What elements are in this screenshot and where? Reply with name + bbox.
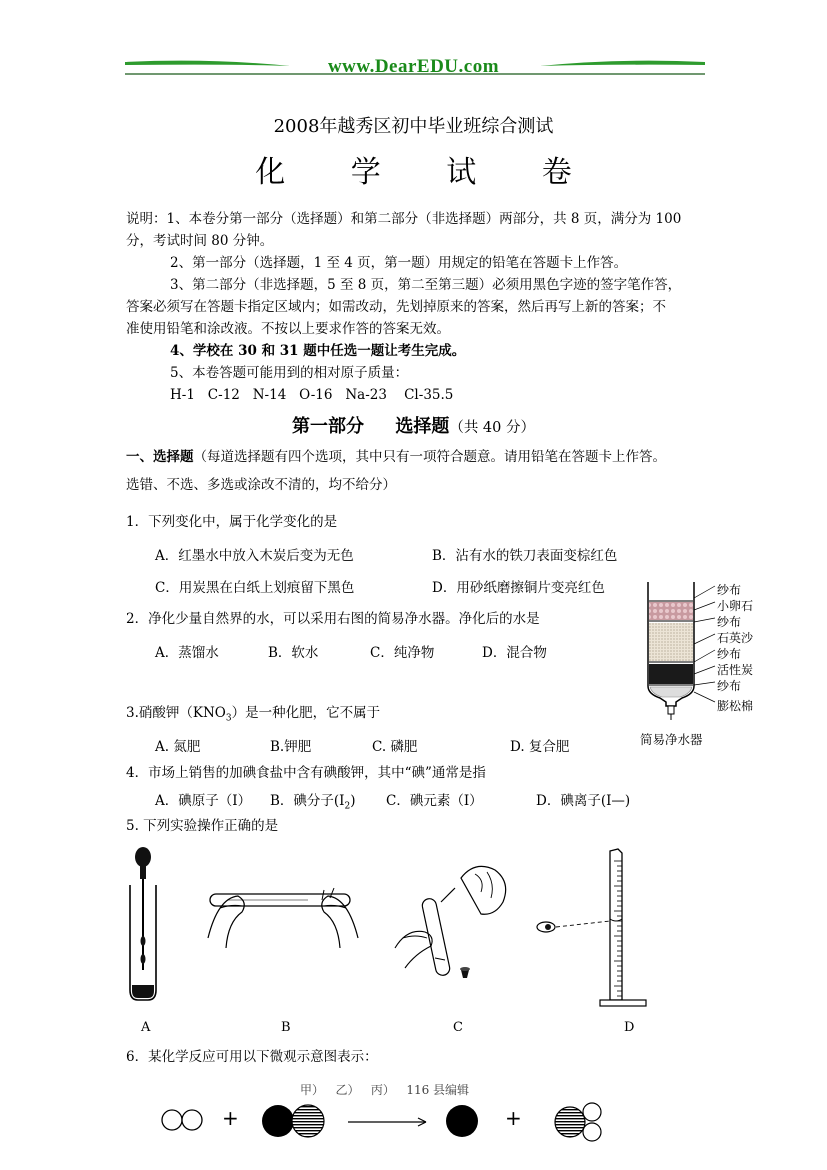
q4-option-b-post: ) — [350, 793, 356, 809]
plus-sign-1: + — [222, 1106, 239, 1130]
q4-option-b-sub: 2 — [344, 801, 351, 812]
cut-text: 甲） 乙） 丙） 116 县编辑 — [300, 1083, 470, 1097]
q1-option-d: D．用砂纸磨擦铜片变亮红色 — [432, 580, 605, 596]
q1-option-c: C．用炭黑在白纸上划痕留下黑色 — [155, 580, 355, 596]
q2-option-d: D．混合物 — [482, 645, 547, 661]
section-intro-2: 选错、不选、多选或涂改不清的，均不给分） — [126, 477, 396, 493]
instructions-line-5: 答案必须写在答题卡指定区域内；如需改动，先划掉原来的答案，然后再写上新的答案；不 — [126, 299, 666, 315]
section-intro-bold: 一、选择题 — [126, 449, 194, 465]
q3-option-b: B.钾肥 — [270, 739, 312, 755]
q2-option-c: C．纯净物 — [370, 645, 435, 661]
filter-label: 膨松棉 — [717, 699, 754, 713]
q4-stem: 4．市场上销售的加碘食盐中含有碘酸钾，其中“碘”通常是指 — [126, 765, 486, 781]
filter-label: 活性炭 — [717, 663, 754, 677]
q5-label-a: A — [141, 1020, 151, 1035]
carbon-layer — [649, 664, 693, 684]
q4-option-b-pre: B．碘分子(I — [270, 793, 345, 809]
q3-option-c: C. 磷肥 — [372, 739, 418, 755]
q4-option-a: A．碘原子（I） — [155, 793, 252, 809]
instructions-line-6: 准使用铅笔和涂改液。不按以上要求作答的答案无效。 — [126, 321, 450, 337]
instructions-line-1: 说明：1、本卷分第一部分（选择题）和第二部分（非选择题）两部分，共 8 页，满分为 100 — [126, 211, 682, 227]
water-filter-caption: 简易净水器 — [640, 732, 703, 747]
instructions-line-4: 3、第二部分（非选择题，5 至 8 页，第二至第三题）必须用黑色字迹的签字笔作答， — [170, 277, 682, 293]
filter-label: 纱布 — [717, 615, 742, 629]
water-filter-figure — [640, 578, 765, 750]
q1-stem: 1．下列变化中，属于化学变化的是 — [126, 514, 338, 530]
q2-option-b: B．软水 — [268, 645, 319, 661]
filter-label: 纱布 — [717, 583, 742, 597]
q2-stem: 2．净化少量自然界的水，可以采用右图的简易净水器。净化后的水是 — [126, 611, 540, 627]
reaction-diagram — [150, 1100, 620, 1148]
q6-stem: 6．某化学反应可用以下微观示意图表示： — [126, 1049, 378, 1065]
q3-stem-sub: 3 — [225, 713, 232, 724]
filter-label: 纱布 — [717, 679, 742, 693]
q5-label-d: D — [624, 1020, 635, 1035]
q4-option-d: D．碘离子(I—) — [536, 793, 631, 809]
sand-layer — [649, 623, 693, 661]
section-title-text: 第一部分 选择题 — [291, 416, 450, 437]
section-title — [0, 412, 827, 438]
q5-label-c: C — [453, 1020, 463, 1035]
figure-c-pouring — [385, 858, 525, 988]
section-points: （共 40 分） — [449, 420, 535, 436]
q5-label-b: B — [281, 1020, 291, 1035]
q4-option-b — [270, 789, 356, 812]
figure-d-cylinder — [530, 845, 680, 1015]
instructions-line-8: 5、本卷答题可能用到的相对原子质量： — [170, 365, 409, 381]
figure-a-dropper — [118, 845, 168, 1005]
filter-label: 纱布 — [717, 647, 742, 661]
instructions-line-7: 4、学校在 30 和 31 题中任选一题让考生完成。 — [170, 343, 466, 359]
q3-stem-pre: 3.硝酸钾（KNO — [126, 705, 226, 721]
q3-stem-post: ）是一种化肥，它不属于 — [231, 705, 381, 721]
section-intro-text: （每道选择题有四个选项，其中只有一项符合题意。请用铅笔在答题卡上作答。 — [193, 449, 666, 465]
atomic-masses: H-1 C-12 N-14 O-16 Na-23 Cl-35.5 — [170, 387, 454, 403]
exam-subject-title: 化 学 试 卷 — [255, 155, 600, 190]
q5-stem: 5. 下列实验操作正确的是 — [126, 818, 279, 834]
q2-option-a: A．蒸馏水 — [155, 645, 219, 661]
filter-label: 石英沙 — [717, 631, 754, 645]
q3-stem — [126, 702, 380, 730]
q3-option-d: D. 复合肥 — [510, 739, 570, 755]
pebble-layer — [649, 602, 693, 620]
q3-option-a: A. 氮肥 — [155, 739, 201, 755]
site-logo-text: www.DearEDU.com — [327, 56, 500, 77]
q4-option-c: C．碘元素（I） — [386, 793, 483, 809]
section-intro-1 — [126, 446, 666, 468]
instructions-line-3: 2、第一部分（选择题，1 至 4 页，第一题）用规定的铅笔在答题卡上作答。 — [170, 255, 628, 271]
q1-option-a: A．红墨水中放入木炭后变为无色 — [155, 548, 354, 564]
filter-label: 小卵石 — [717, 599, 754, 613]
figure-b-hands-tube — [198, 878, 368, 958]
plus-sign-2: + — [505, 1106, 522, 1130]
q1-option-b: B．沾有水的铁刀表面变棕红色 — [432, 548, 618, 564]
instructions-line-2: 分，考试时间 80 分钟。 — [126, 233, 274, 249]
exam-title: 2008年越秀区初中毕业班综合测试 — [273, 116, 554, 137]
